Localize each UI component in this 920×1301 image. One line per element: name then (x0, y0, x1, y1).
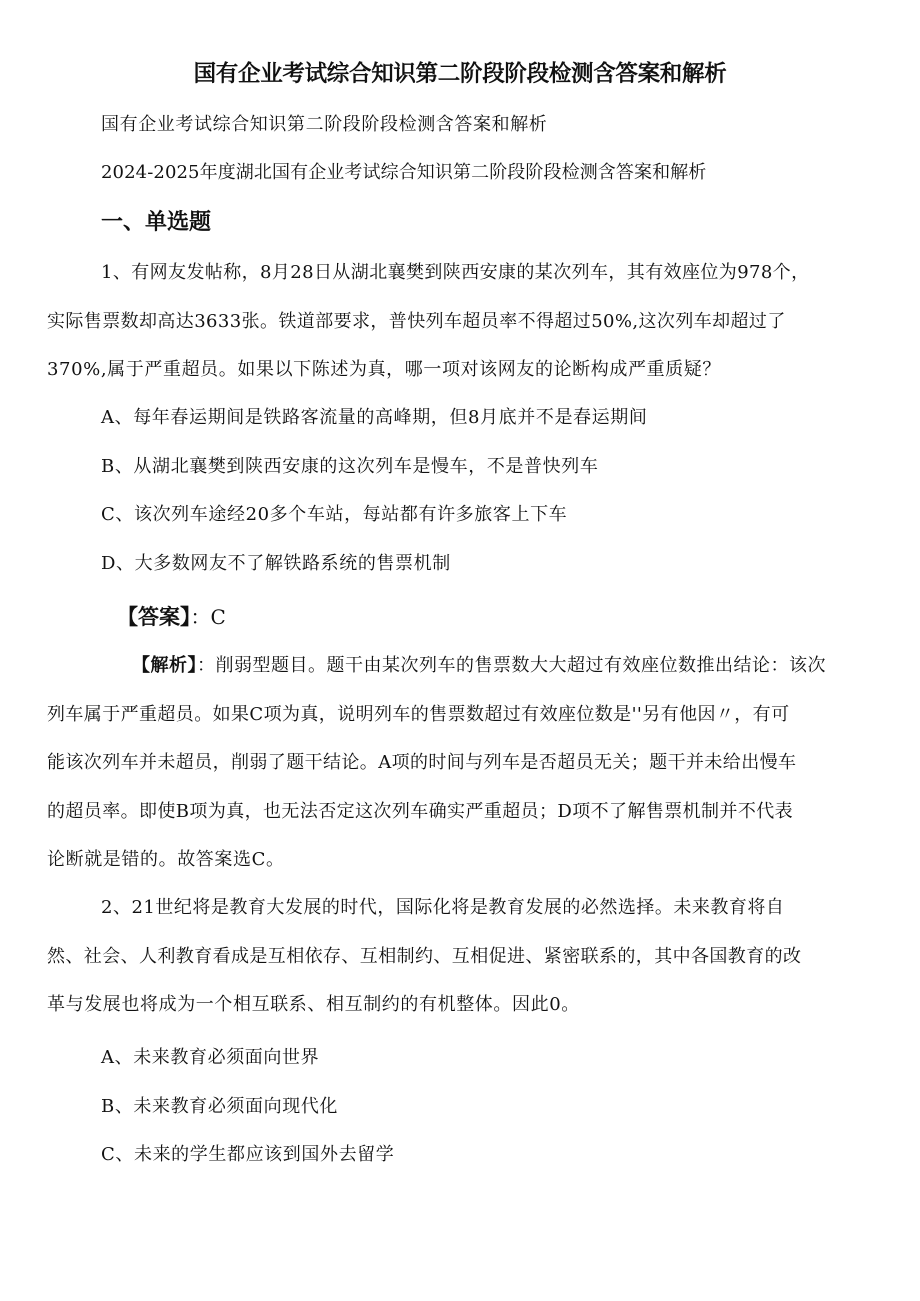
q2-option-c: C、未来的学生都应该到国外去留学 (101, 1144, 395, 1165)
answer-value: ：C (190, 605, 226, 629)
subtitle-year-line: 2024-2025年度湖北国有企业考试综合知识第二阶段阶段检测含答案和解析 (101, 162, 707, 183)
q1-analysis-line: 列车属于严重超员。如果C项为真，说明列车的售票数超过有效座位数是''另有他因〃，有可 (47, 704, 790, 725)
q1-stem-line: 1、有网友发帖称，8月28日从湖北襄樊到陕西安康的某次列车，其有效座位为978个， (101, 262, 810, 283)
q2-stem-line: 革与发展也将成为一个相互联系、相互制约的有机整体。因此0。 (47, 994, 580, 1015)
q1-analysis-line: 的超员率。即使B项为真，也无法否定这次列车确实严重超员；D项不了解售票机制并不代表 (47, 801, 794, 822)
q2-stem-line: 然、社会、人利教育看成是互相依存、互相制约、互相促进、紧密联系的，其中各国教育的改 (47, 946, 802, 967)
answer-label: 【答案】 (117, 605, 191, 629)
q1-analysis-line: 能该次列车并未超员，削弱了题干结论。A项的时间与列车是否超员无关；题干并未给出慢车 (47, 752, 797, 773)
q2-stem-line: 2、21世纪将是教育大发展的时代，国际化将是教育发展的必然选择。未来教育将自 (101, 897, 785, 918)
q1-analysis-first-line (132, 651, 826, 677)
q1-answer (117, 601, 226, 631)
q1-option-b: B、从湖北襄樊到陕西安康的这次列车是慢车，不是普快列车 (101, 456, 599, 477)
q1-stem-line: 实际售票数却高达3633张。铁道部要求，普快列车超员率不得超过50%,这次列车却超过了 (47, 311, 786, 332)
q1-stem-line: 370%,属于严重超员。如果以下陈述为真，哪一项对该网友的论断构成严重质疑？ (47, 359, 721, 380)
q1-option-c: C、该次列车途经20多个车站，每站都有许多旅客上下车 (101, 504, 568, 525)
q1-option-a: A、每年春运期间是铁路客流量的高峰期，但8月底并不是春运期间 (101, 407, 648, 428)
document-title: 国有企业考试综合知识第二阶段阶段检测含答案和解析 (193, 61, 727, 87)
q2-option-a: A、未来教育必须面向世界 (101, 1047, 320, 1068)
analysis-label: 【解析】 (132, 655, 197, 676)
q1-option-d: D、大多数网友不了解铁路系统的售票机制 (101, 553, 451, 574)
q1-analysis-line: 论断就是错的。故答案选C。 (47, 849, 285, 870)
q2-option-b: B、未来教育必须面向现代化 (101, 1096, 339, 1117)
subtitle-line: 国有企业考试综合知识第二阶段阶段检测含答案和解析 (101, 114, 548, 135)
analysis-text: ：削弱型题目。题干由某次列车的售票数大大超过有效座位数推出结论：该次 (197, 655, 826, 676)
section-heading: 一、单选题 (101, 210, 212, 235)
